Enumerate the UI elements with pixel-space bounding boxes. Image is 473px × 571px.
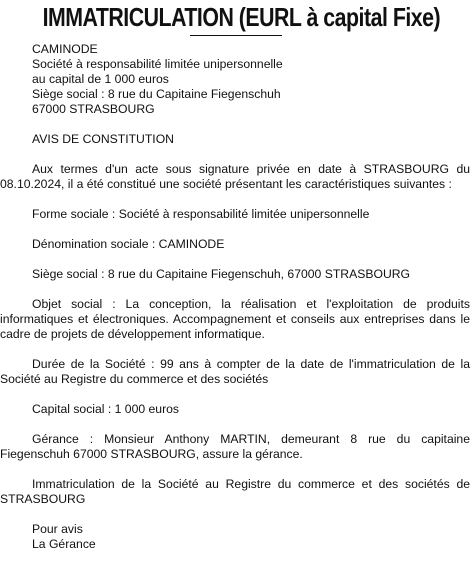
notice-heading: AVIS DE CONSTITUTION xyxy=(32,132,174,146)
title-divider xyxy=(190,35,282,36)
notice-title: IMMATRICULATION (EURL à capital Fixe) xyxy=(42,2,441,32)
notice-body xyxy=(0,42,473,552)
duree-societe: Durée de la Société : 99 ans à compter de la date de l'immatriculation de la Société au Registre du commerce et des sociétés xyxy=(0,357,470,386)
company-city: 67000 STRASBOURG xyxy=(32,102,155,116)
gerance: Gérance : Monsieur Anthony MARTIN, demeurant 8 rue du capitaine Fiegenschuh 67000 STRASBOURG, assure la gérance. xyxy=(0,432,470,461)
siege-social: Siège social : 8 rue du Capitaine Fiegenschuh, 67000 STRASBOURG xyxy=(32,267,411,281)
objet-social: Objet social : La conception, la réalisation et l'exploitation de produits informatiques et électroniques. Accompagnement et conseils aux entreprises dans le cadre de projets de développement informatique. xyxy=(0,297,470,341)
closing-pour-avis: Pour avis xyxy=(32,522,83,536)
company-name: CAMINODE xyxy=(32,42,98,56)
immatriculation: Immatriculation de la Société au Registre du commerce et des sociétés de STRASBOURG xyxy=(0,477,470,506)
company-form: Société à responsabilité limitée unipersonnelle xyxy=(32,57,283,71)
company-address: Siège social : 8 rue du Capitaine Fiegenschuh xyxy=(32,87,281,101)
forme-sociale: Forme sociale : Société à responsabilité limitée unipersonnelle xyxy=(32,207,370,221)
company-header xyxy=(0,42,473,117)
denomination-sociale: Dénomination sociale : CAMINODE xyxy=(32,237,225,251)
closing-signatory: La Gérance xyxy=(32,537,96,551)
intro-paragraph: Aux termes d'un acte sous signature privée en date à STRASBOURG du 08.10.2024, il a été constitué une société présentant les caractéristiques suivantes : xyxy=(0,162,470,191)
closing-block xyxy=(0,522,473,552)
company-capital: au capital de 1 000 euros xyxy=(32,72,169,86)
capital-social: Capital social : 1 000 euros xyxy=(32,402,180,416)
